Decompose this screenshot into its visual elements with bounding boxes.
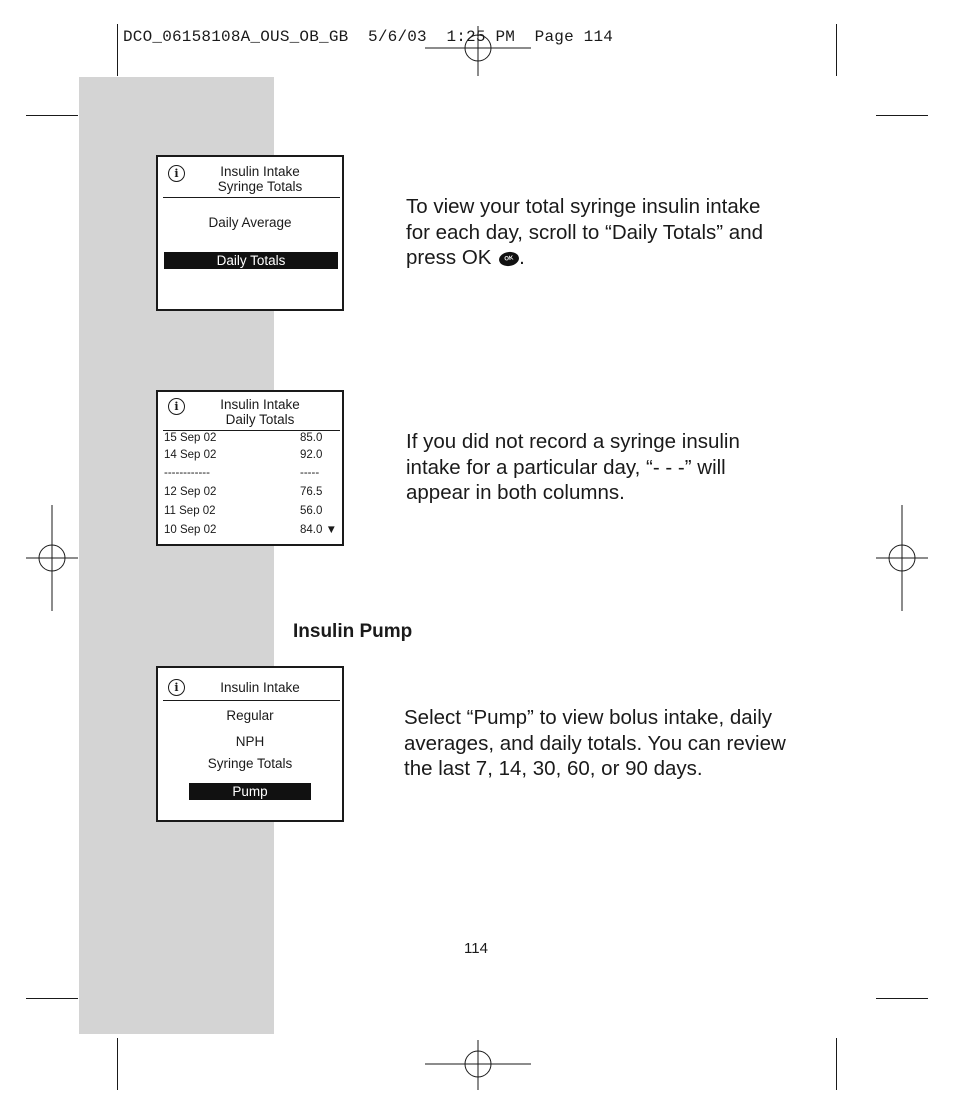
- crop-mark: [26, 115, 78, 116]
- info-icon: i: [168, 398, 185, 415]
- table-row-value: 76.5: [300, 486, 323, 498]
- table-row-value: 56.0: [300, 505, 323, 517]
- crop-mark: [876, 998, 928, 999]
- device-screen-daily-totals: [156, 390, 344, 546]
- registration-mark-icon: [876, 505, 928, 611]
- table-row-value: 92.0: [300, 449, 323, 461]
- crop-mark: [836, 24, 837, 76]
- menu-item-nph[interactable]: NPH: [235, 734, 265, 749]
- crop-mark: [26, 998, 78, 999]
- crop-mark: [876, 115, 928, 116]
- screen-title: Insulin Intake Daily Totals: [220, 397, 300, 427]
- device-screen-syringe-totals: [156, 155, 344, 311]
- ok-button-icon: OK: [498, 250, 520, 267]
- menu-item-syringe-totals[interactable]: Syringe Totals: [207, 756, 293, 771]
- info-icon: i: [168, 165, 185, 182]
- instruction-pump: Select “Pump” to view bolus intake, daily averages, and daily totals. You can review the last 7, 14, 30, 60, or 90 days.: [404, 706, 786, 780]
- print-slug: DCO_06158108A_OUS_OB_GB 5/6/03 1:25 PM Page 114: [123, 28, 614, 46]
- menu-item-regular[interactable]: Regular: [226, 708, 274, 723]
- table-row-value: 85.0: [300, 432, 323, 444]
- screen-divider: [163, 430, 340, 431]
- device-screen-insulin-intake: [156, 666, 344, 822]
- instruction-daily-totals: To view your total syringe insulin intake for each day, scroll to “Daily Totals” and press OK OK .: [406, 195, 764, 269]
- crop-mark: [117, 1038, 118, 1090]
- screen-divider: [163, 700, 340, 701]
- table-row: 15 Sep 02: [164, 432, 217, 444]
- crop-mark: [836, 1038, 837, 1090]
- registration-mark-icon: [425, 1040, 531, 1090]
- section-heading-insulin-pump: Insulin Pump: [293, 621, 413, 642]
- screen-title: Insulin Intake: [220, 680, 300, 695]
- registration-mark-icon: [26, 505, 78, 611]
- crop-mark: [117, 24, 118, 76]
- instruction-missing-records: If you did not record a syringe insulin intake for a particular day, “- - -” will appear in both columns.: [406, 430, 740, 504]
- table-row: 12 Sep 02: [164, 486, 217, 498]
- table-row-value: 84.0 ▼: [300, 524, 337, 536]
- table-row: 14 Sep 02: [164, 449, 217, 461]
- screen-divider: [163, 197, 340, 198]
- menu-item-daily-average[interactable]: Daily Average: [208, 215, 292, 230]
- menu-item-pump-selected[interactable]: Pump: [189, 783, 311, 800]
- screen-title: Insulin Intake Syringe Totals: [217, 164, 303, 194]
- page-number: 114: [464, 940, 488, 957]
- table-row: 10 Sep 02: [164, 524, 217, 536]
- table-row-value: -----: [300, 467, 320, 479]
- menu-item-daily-totals-selected[interactable]: Daily Totals: [164, 252, 338, 269]
- info-icon: i: [168, 679, 185, 696]
- table-row: 11 Sep 02: [164, 505, 216, 517]
- table-row: ------------: [164, 467, 210, 479]
